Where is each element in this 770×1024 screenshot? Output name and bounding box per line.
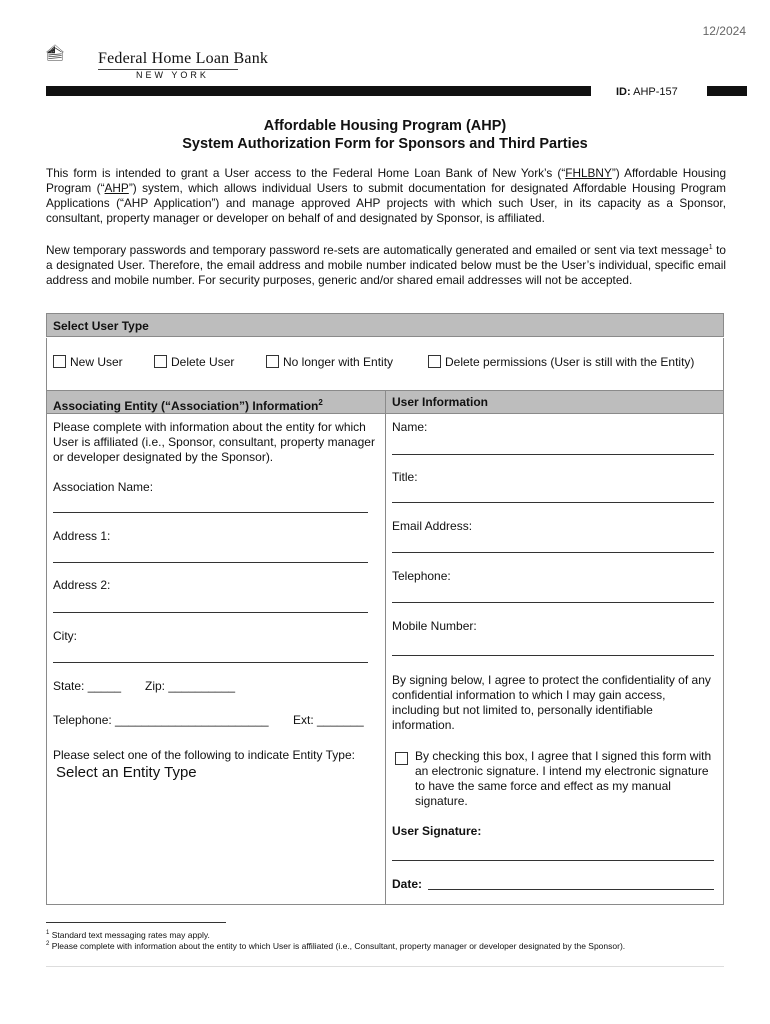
form-id-label: ID: (616, 86, 631, 98)
intro-text: This form is intended to grant a User access to the Federal Home Loan Bank of New York’s (“ (46, 166, 566, 180)
address1-label: Address 1: (53, 529, 111, 543)
footnote-divider (46, 922, 226, 923)
option-label: Delete permissions (User is still with the Entity) (445, 355, 695, 369)
footnote-2 (46, 941, 625, 951)
esign-statement: By checking this box, I agree that I signed this form with an electronic signature. I intend my electronic signature to have the same force and effect as my manual signature. (415, 749, 712, 808)
association-heading (46, 390, 386, 414)
org-name: Federal Home Loan Bank (98, 50, 269, 67)
form-id-value: AHP-157 (633, 86, 678, 98)
fhlb-house-logo-icon (46, 22, 106, 82)
intro-text: ”) system, which allows individual Users to submit documentation for designated Affordable Housing Program Applications (“AHP Application”) and manage approved AHP projects with which such User, in its capacity as a Sponsor, consultant, property manager or developer on behalf of and designated by Sponsor, is affiliated. (46, 181, 726, 225)
user-signature-field[interactable] (392, 860, 714, 861)
footnote-ref: 1 (708, 244, 713, 251)
form-date: 12/2024 (702, 24, 746, 38)
user-name-field[interactable] (392, 454, 714, 455)
footnote-1 (46, 930, 210, 940)
esign-checkbox[interactable] (395, 750, 412, 768)
user-signature-label: User Signature: (392, 824, 482, 838)
email-field[interactable] (392, 552, 714, 553)
user-type-no-longer[interactable] (266, 355, 393, 369)
user-type-new[interactable] (53, 355, 123, 369)
footnote-number: 1 (46, 930, 50, 937)
checkbox-delete-user[interactable] (154, 355, 167, 368)
form-title: Affordable Housing Program (AHP) (263, 118, 507, 134)
table-bottom-border (46, 904, 724, 905)
email-label: Email Address: (392, 519, 473, 533)
state-field[interactable]: State: _____ (53, 679, 122, 693)
association-heading-text: Associating Entity (“Association”) Information (53, 399, 319, 413)
date-field[interactable] (428, 889, 714, 890)
footnote-number: 2 (46, 941, 50, 948)
entity-type-prompt: Please select one of the following to indicate Entity Type: (53, 748, 355, 762)
confidentiality-statement: By signing below, I agree to protect the confidentiality of any confidential information to which I may gain access, including but not limited to, personally identifiable information. (392, 673, 711, 732)
ahp-term: AHP (104, 181, 129, 195)
option-label: Delete User (171, 355, 235, 369)
city-label: City: (53, 629, 77, 643)
footnote-ref: 2 (318, 398, 323, 407)
intro-text: New temporary passwords and temporary password re-sets are automatically generated and emailed or sent via text message (46, 242, 709, 257)
intro-paragraph-1 (46, 166, 726, 226)
association-instructions: Please complete with information about the entity for which User is affiliated (i.e., Sponsor, consultant, property manager or developer designated by the Sponsor). (53, 420, 375, 464)
page-footer-rule (46, 966, 724, 967)
user-info-heading: User Information (385, 390, 724, 414)
city-field[interactable] (53, 662, 368, 663)
association-name-field[interactable] (53, 512, 368, 513)
footnote-text: Please complete with information about the entity to which User is affiliated (i.e., Consultant, property manager or developer designated by the Sponsor). (49, 941, 626, 951)
address2-field[interactable] (53, 612, 368, 613)
option-label: No longer with Entity (283, 355, 394, 369)
header-bar-right (707, 86, 747, 96)
user-telephone-field[interactable] (392, 602, 714, 603)
org-subtitle: NEW YORK (136, 70, 209, 80)
intro-text: to a designated User. Therefore, the email address and mobile number indicated below must be the User’s individual, specific email address and mobile number. For security purposes, generic and/or shared email addresses will not be accepted. (46, 242, 726, 287)
address1-field[interactable] (53, 562, 368, 563)
header-bar (46, 86, 591, 96)
intro-paragraph-2 (46, 240, 726, 288)
checkbox-delete-permissions[interactable] (428, 355, 441, 368)
telephone-field[interactable]: Telephone: _______________________ (53, 713, 269, 727)
user-type-delete-permissions[interactable] (428, 355, 694, 369)
checkbox-no-longer-with-entity[interactable] (266, 355, 279, 368)
date-label: Date: (392, 877, 423, 891)
intro-text: ”) Affordable Housing Program (“ (46, 166, 727, 195)
association-name-label: Association Name: (53, 480, 154, 494)
esign-checkbox-box[interactable] (395, 752, 408, 765)
footnote-text: Standard text messaging rates may apply. (49, 930, 210, 940)
entity-type-select[interactable]: Select an Entity Type (56, 764, 197, 781)
user-title-label: Title: (392, 470, 418, 484)
user-title-field[interactable] (392, 502, 714, 503)
user-name-label: Name: (392, 420, 428, 434)
fhlbny-term: FHLBNY (565, 166, 612, 180)
mobile-label: Mobile Number: (392, 619, 477, 633)
mobile-field[interactable] (392, 655, 714, 656)
form-subtitle: System Authorization Form for Sponsors and Third Parties (182, 136, 588, 152)
user-type-delete[interactable] (154, 355, 234, 369)
ext-field[interactable]: Ext: _______ (293, 713, 364, 727)
address2-label: Address 2: (53, 578, 111, 592)
user-type-heading: Select User Type (46, 313, 724, 337)
checkbox-new-user[interactable] (53, 355, 66, 368)
zip-field[interactable]: Zip: __________ (145, 679, 236, 693)
form-id (616, 86, 678, 98)
user-telephone-label: Telephone: (392, 569, 451, 583)
option-label: New User (70, 355, 123, 369)
